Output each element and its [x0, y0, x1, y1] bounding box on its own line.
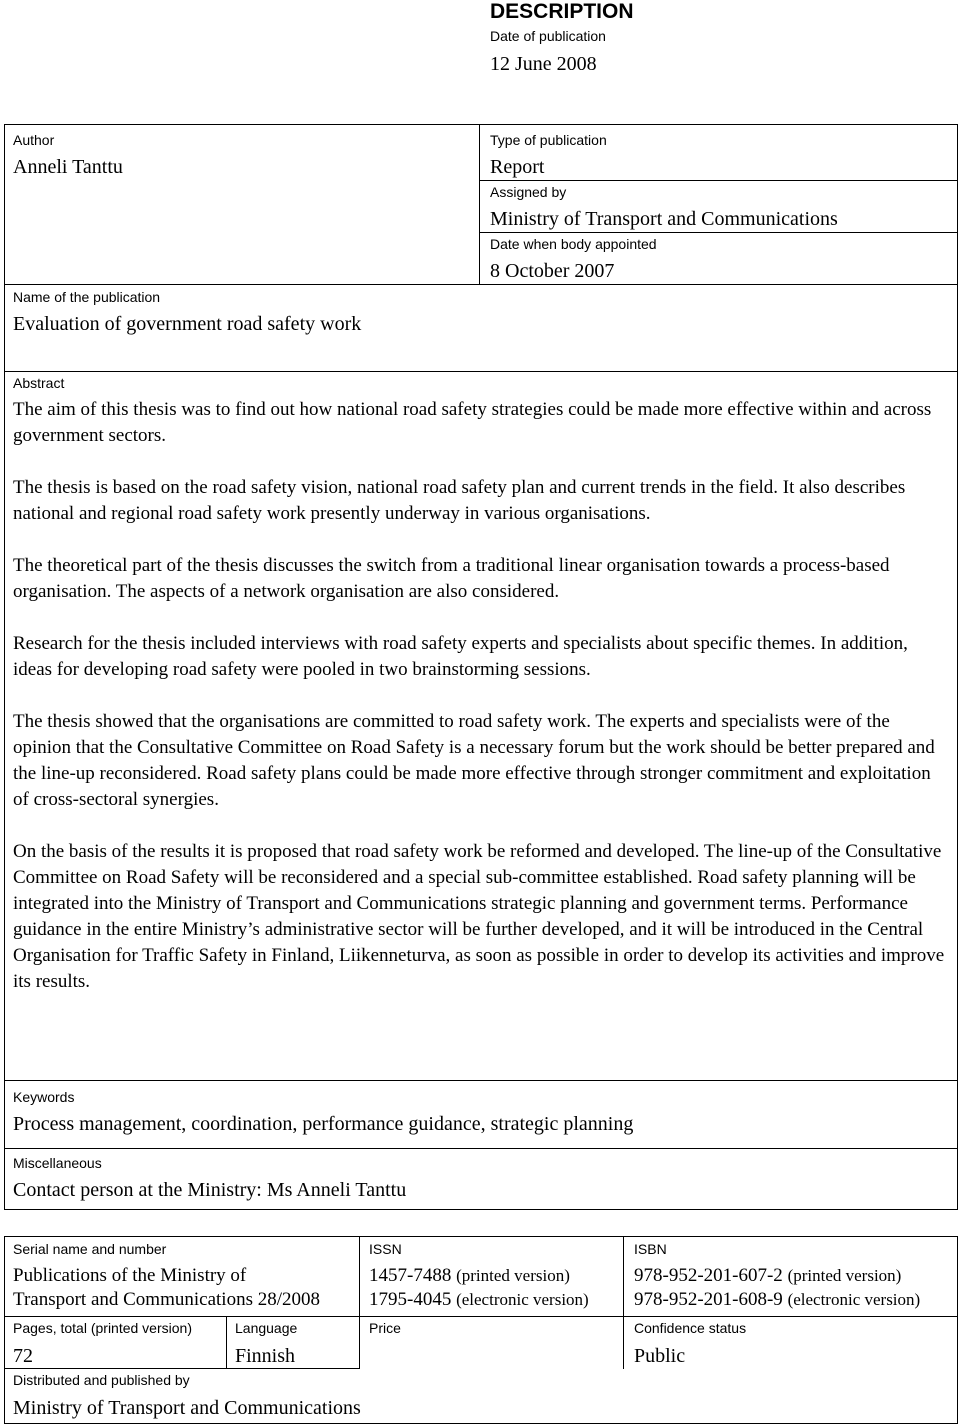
abstract-text [13, 397, 948, 1021]
assigned-by-label: Assigned by [490, 184, 567, 200]
type-divider [479, 180, 958, 181]
isbn-electronic-number: 978-952-201-608-9 [634, 1289, 783, 1310]
abstract-paragraph: The thesis showed that the organisations are committed to road safety work. The experts and specialists were of the opinion that the Consultative Committee on Road Safety is a necessary forum but the work should be better prepared and the line-up reconsidered. Road safety plans could be made more effective through stronger commitment and exploitation of cross-sectoral synergies. [13, 711, 935, 810]
abstract-paragraph: The theoretical part of the thesis discusses the switch from a traditional linear organisation towards a process-based organisation. The aspects of a network organisation are also considered. [13, 555, 890, 602]
distributed-label: Distributed and published by [13, 1372, 190, 1388]
isbn-electronic-note: (electronic version) [787, 1290, 921, 1309]
pages-label: Pages, total (printed version) [13, 1320, 192, 1336]
serial-row-divider [4, 1316, 958, 1317]
type-of-publication-label: Type of publication [490, 132, 607, 148]
miscellaneous-label: Miscellaneous [13, 1155, 102, 1171]
date-appointed-value: 8 October 2007 [490, 260, 615, 282]
language-label: Language [235, 1320, 298, 1336]
abstract-paragraph: On the basis of the results it is proposed that road safety work be reformed and developed. The line-up of the Consultative Committee on Road Safety will be reconsidered and a special sub-committee established. Road safety planning will be integrated into the Ministry of Transport and Communications strategic planning and government terms. Performance guidance in the entire Ministry’s administrative sector will be further developed, and it will be introduced in the Central Organisation for Traffic Safety in Finland, Liikenneturva, as soon as possible in order to develop its activities and improve its results. [13, 841, 945, 992]
date-appointed-label: Date when body appointed [490, 236, 657, 252]
author-label: Author [13, 132, 55, 148]
abstract-paragraph: The aim of this thesis was to find out how national road safety strategies could be made more effective within and across government sectors. [13, 399, 932, 446]
top-column-divider [479, 124, 480, 284]
issn-printed [369, 1264, 570, 1288]
confidence-value: Public [634, 1345, 686, 1367]
pages-row-divider [4, 1368, 360, 1369]
date-of-publication-label: Date of publication [490, 28, 606, 44]
keywords-divider [4, 1148, 958, 1149]
distributed-value: Ministry of Transport and Communications [13, 1397, 361, 1419]
issn-printed-number: 1457-7488 [369, 1265, 452, 1286]
issn-electronic-number: 1795-4045 [369, 1289, 452, 1310]
assigned-by-value: Ministry of Transport and Communications [490, 208, 838, 230]
column-divider-language [226, 1316, 227, 1369]
keywords-value: Process management, coordination, performance guidance, strategic planning [13, 1113, 634, 1135]
confidence-label: Confidence status [634, 1320, 747, 1336]
abstract-paragraph: Research for the thesis included interviews with road safety experts and specialists about specific themes. In addition, ideas for developing road safety were pooled in two brainstorming sessions. [13, 633, 908, 680]
serial-label: Serial name and number [13, 1241, 167, 1257]
column-divider-isbn [623, 1236, 624, 1369]
date-of-publication-value: 12 June 2008 [490, 53, 597, 75]
issn-label: ISSN [369, 1241, 402, 1257]
publication-name-label: Name of the publication [13, 289, 161, 305]
abstract-label: Abstract [13, 375, 65, 391]
isbn-printed-number: 978-952-201-607-2 [634, 1265, 783, 1286]
price-label: Price [369, 1320, 401, 1336]
keywords-label: Keywords [13, 1089, 75, 1105]
author-value: Anneli Tanttu [13, 156, 123, 178]
serial-value-line2: Transport and Communications 28/2008 [13, 1289, 320, 1310]
language-value: Finnish [235, 1345, 296, 1367]
page-title: DESCRIPTION [490, 0, 634, 23]
serial-value-line1: Publications of the Ministry of [13, 1265, 247, 1286]
assigned-divider [479, 232, 958, 233]
isbn-printed [634, 1264, 901, 1288]
publication-name-value: Evaluation of government road safety work [13, 313, 362, 335]
author-row-divider [4, 284, 958, 285]
isbn-label: ISBN [634, 1241, 667, 1257]
issn-printed-note: (printed version) [456, 1266, 570, 1285]
issn-electronic [369, 1288, 589, 1312]
isbn-printed-note: (printed version) [787, 1266, 902, 1285]
issn-electronic-note: (electronic version) [456, 1290, 589, 1309]
miscellaneous-value: Contact person at the Ministry: Ms Anneli Tanttu [13, 1179, 407, 1201]
type-of-publication-value: Report [490, 156, 545, 178]
isbn-electronic [634, 1288, 920, 1312]
pages-value: 72 [13, 1345, 33, 1367]
column-divider-issn [359, 1236, 360, 1369]
abstract-paragraph: The thesis is based on the road safety vision, national road safety plan and current trends in the field. It also describes national and regional road safety work presently underway in various organisations. [13, 477, 906, 524]
